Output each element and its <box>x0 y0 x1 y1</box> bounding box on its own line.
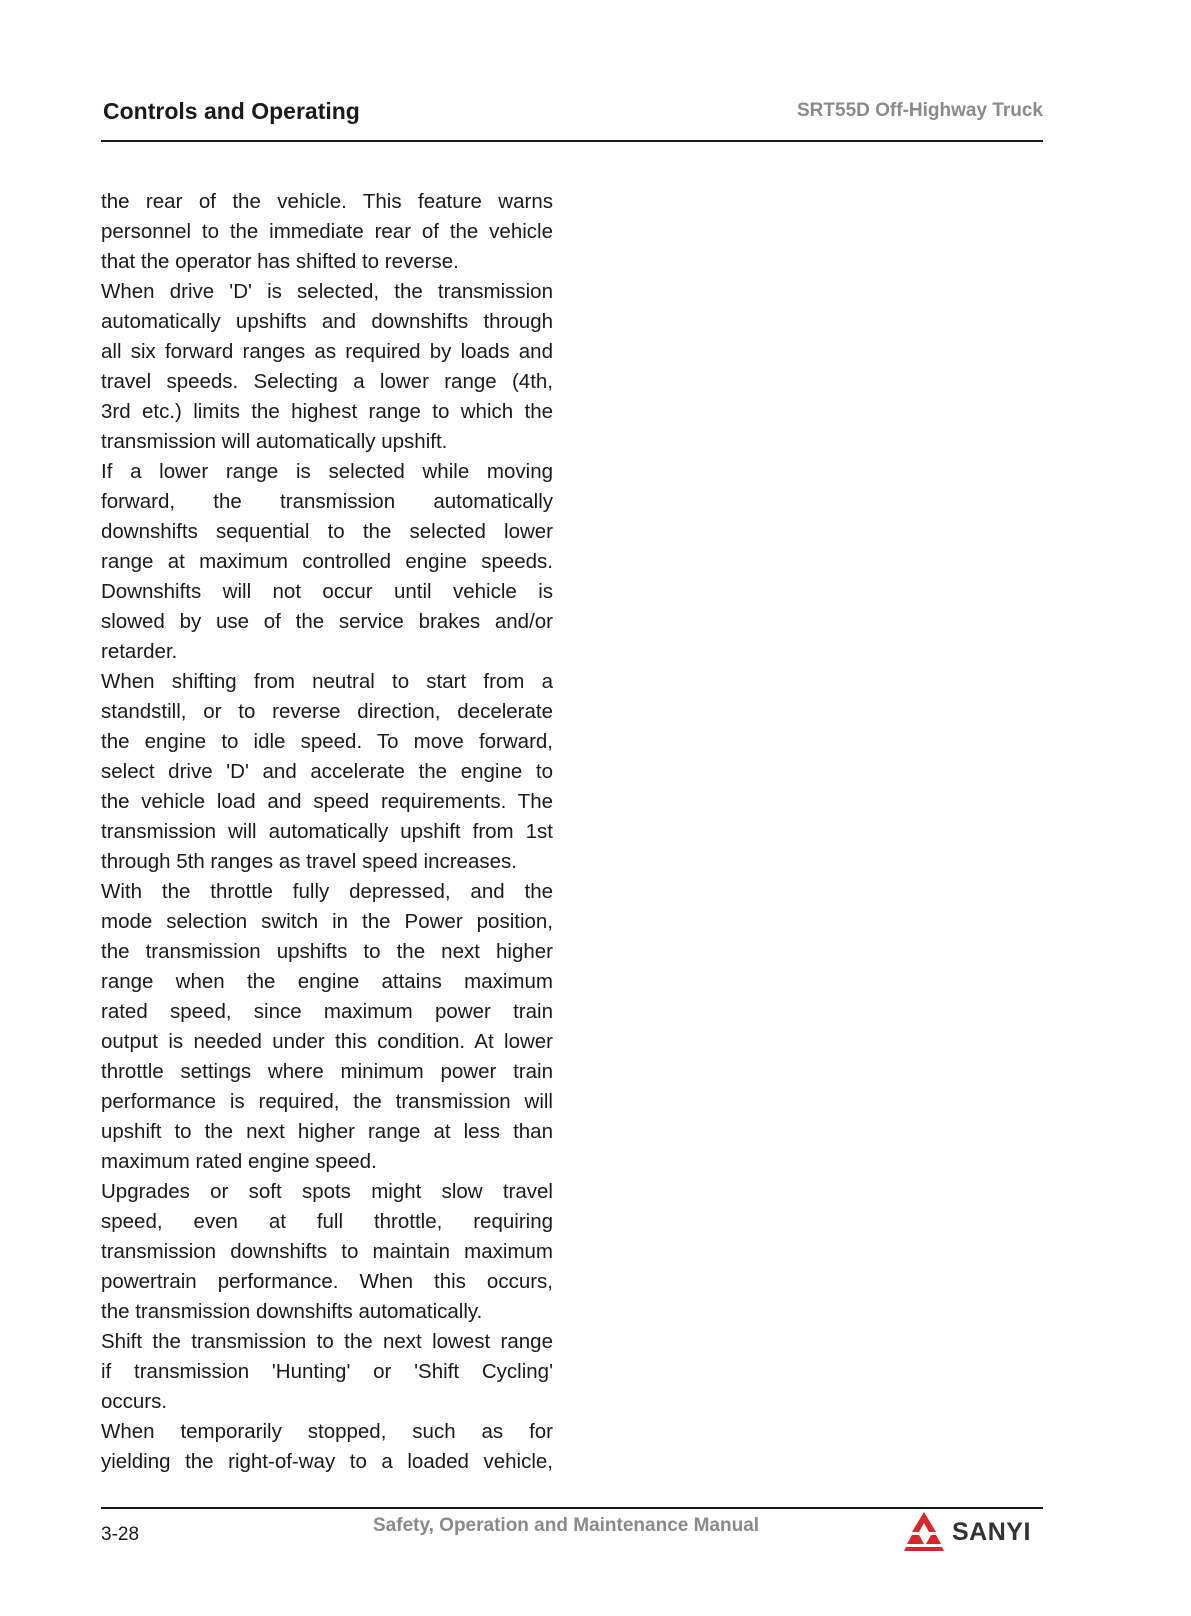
body-line: upshift to the next higher range at less than <box>101 1120 553 1143</box>
body-line: powertrain performance. When this occurs, <box>101 1270 553 1293</box>
body-line: that the operator has shifted to reverse. <box>101 250 459 273</box>
body-line: With the throttle fully depressed, and the <box>101 880 553 903</box>
body-line: Downshifts will not occur until vehicle is <box>101 580 553 603</box>
body-line: travel speeds. Selecting a lower range (4th, <box>101 370 553 393</box>
body-line: transmission will automatically upshift from 1st <box>101 820 553 843</box>
sanyi-logo <box>902 1509 1031 1555</box>
body-line: When temporarily stopped, such as for <box>101 1420 553 1443</box>
body-line: through 5th ranges as travel speed increases. <box>101 850 517 873</box>
section-title: Controls and Operating <box>103 98 360 124</box>
body-line: personnel to the immediate rear of the vehicle <box>101 220 553 243</box>
body-line: the vehicle load and speed requirements. The <box>101 790 553 813</box>
body-text-column <box>101 187 553 1477</box>
body-line: When shifting from neutral to start from a <box>101 670 553 693</box>
body-line: the engine to idle speed. To move forward, <box>101 730 553 753</box>
body-line: slowed by use of the service brakes and/or <box>101 610 553 633</box>
body-line: speed, even at full throttle, requiring <box>101 1210 553 1233</box>
body-line: if transmission 'Hunting' or 'Shift Cycling' <box>101 1360 553 1383</box>
body-line: all six forward ranges as required by loads and <box>101 340 553 363</box>
body-line: occurs. <box>101 1390 168 1413</box>
body-line: throttle settings where minimum power train <box>101 1060 553 1083</box>
body-line: Shift the transmission to the next lowest range <box>101 1330 553 1353</box>
body-line: standstill, or to reverse direction, decelerate <box>101 700 553 723</box>
body-line: range at maximum controlled engine speeds. <box>101 550 553 573</box>
body-line: the transmission upshifts to the next higher <box>101 940 553 963</box>
body-line: transmission downshifts to maintain maximum <box>101 1240 553 1263</box>
sanyi-logo-icon <box>902 1510 946 1554</box>
body-line: Upgrades or soft spots might slow travel <box>101 1180 553 1203</box>
manual-title: Safety, Operation and Maintenance Manual <box>373 1515 760 1536</box>
body-line: 3rd etc.) limits the highest range to which the <box>101 400 553 423</box>
body-line: retarder. <box>101 640 178 663</box>
body-line: the transmission downshifts automatically. <box>101 1300 483 1323</box>
body-line: transmission will automatically upshift. <box>101 430 448 453</box>
page-number: 3-28 <box>101 1524 140 1545</box>
body-line: yielding the right-of-way to a loaded vehicle, <box>101 1450 553 1473</box>
body-line: automatically upshifts and downshifts through <box>101 310 553 333</box>
logo-wordmark: SANYI <box>952 1517 1031 1546</box>
body-line: maximum rated engine speed. <box>101 1150 377 1173</box>
body-line: performance is required, the transmission will <box>101 1090 553 1113</box>
body-line: mode selection switch in the Power position, <box>101 910 553 933</box>
body-line: select drive 'D' and accelerate the engine to <box>101 760 553 783</box>
product-name: SRT55D Off-Highway Truck <box>797 100 1043 121</box>
body-line: forward, the transmission automatically <box>101 490 553 513</box>
body-line: output is needed under this condition. At lower <box>101 1030 553 1053</box>
body-line: If a lower range is selected while moving <box>101 460 553 483</box>
header-divider <box>101 140 1043 142</box>
body-line: the rear of the vehicle. This feature warns <box>101 190 553 213</box>
body-line: range when the engine attains maximum <box>101 970 553 993</box>
body-line: rated speed, since maximum power train <box>101 1000 553 1023</box>
body-line: When drive 'D' is selected, the transmission <box>101 280 553 303</box>
body-line: downshifts sequential to the selected lower <box>101 520 553 543</box>
